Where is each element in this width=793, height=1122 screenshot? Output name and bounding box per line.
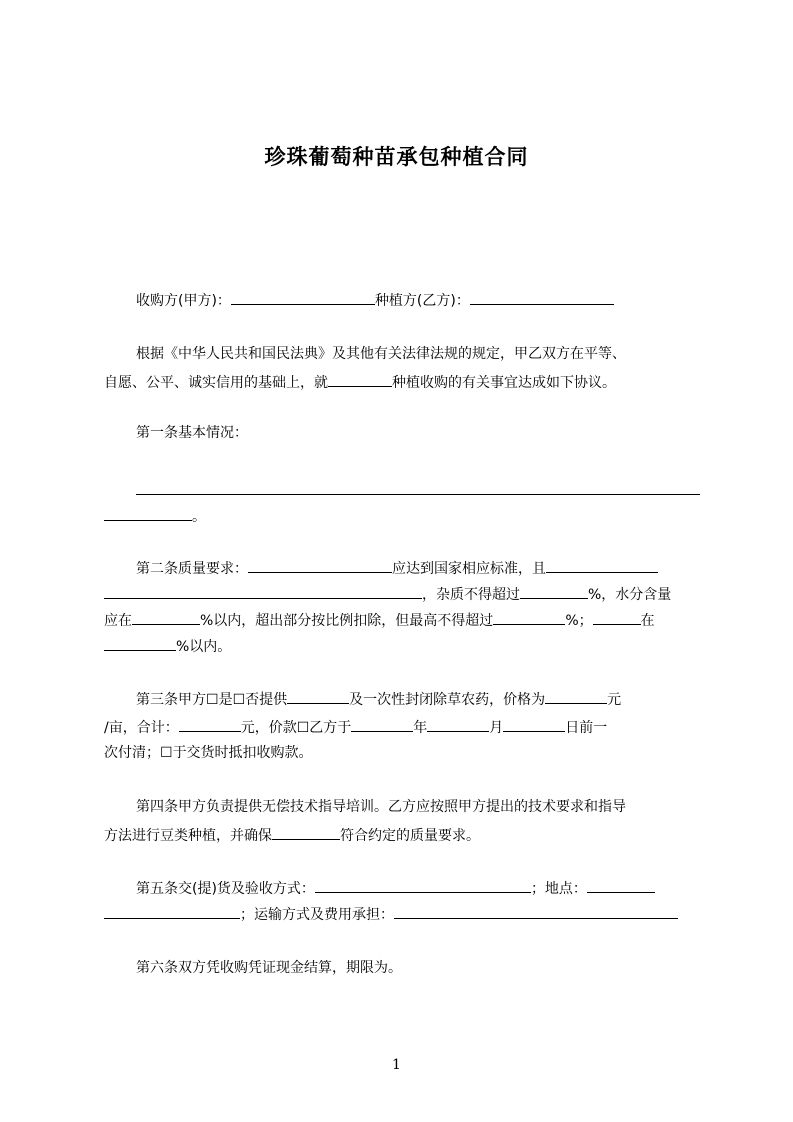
intro-line-2: [104, 372, 704, 393]
deduct-checkbox[interactable]: ☐: [160, 745, 173, 761]
article-4-line-1: [104, 797, 704, 817]
article-3-text-h: 乙方于: [309, 720, 352, 736]
article-2-text-c: ，杂质不得超过: [422, 587, 520, 603]
price-blank[interactable]: [545, 689, 607, 704]
article-3-title: 第三条甲方: [136, 692, 206, 708]
article-2-line-1: [104, 558, 704, 579]
buyer-label: 收购方(甲方)：: [136, 293, 231, 309]
parties-line: [104, 290, 704, 311]
article-3-text-k: 日前一: [565, 720, 608, 736]
article-4-line-2: [104, 825, 704, 846]
month-blank[interactable]: [427, 717, 489, 732]
article-3-text-b: 是: [218, 692, 233, 708]
document-title: 珍珠葡萄种苗承包种植合同: [264, 145, 529, 169]
moisture-blank[interactable]: [132, 610, 200, 625]
article-2-line-3: [104, 610, 704, 631]
article-2-text-g: %；: [565, 613, 593, 629]
article-5-line-2: [104, 904, 704, 925]
article-3-text-g: 元，价款: [240, 720, 297, 736]
article-1-title: 第一条基本情况：: [136, 425, 248, 441]
basic-info-blank-1[interactable]: [136, 480, 700, 495]
article-3-line-3: [104, 743, 704, 763]
article-2-title: 第二条质量要求：: [136, 561, 248, 577]
ensure-blank[interactable]: [272, 825, 340, 840]
intro-text-2a: 自愿、公平、诚实信用的基础上，就: [104, 375, 328, 391]
article-3-text-m: 于交货时抵扣收购款。: [172, 745, 313, 761]
quality-blank-3[interactable]: [104, 584, 422, 599]
article-3-text-f: /亩，合计：: [104, 720, 179, 736]
planter-blank[interactable]: [470, 290, 614, 305]
article-2-text-d: %，水分含量: [588, 587, 672, 603]
article-4-text-2a: 方法进行豆类种植，并确保: [104, 828, 272, 844]
article-3-text-i: 年: [413, 720, 428, 736]
article-1-blank-line-1: [104, 480, 704, 501]
article-2-text-h: 在: [640, 613, 655, 629]
article-5-text-b: ；地点：: [530, 881, 587, 897]
article-3-text-e: 元: [607, 692, 622, 708]
article-5-line-1: [104, 878, 704, 899]
article-4-text-1: 第四条甲方负责提供无偿技术指导培训。乙方应按照甲方提出的技术要求和指导: [136, 799, 626, 815]
article-6-line: [104, 958, 704, 978]
article-3-text-d: 及一次性封闭除草农药，价格为: [349, 692, 546, 708]
article-2-text-e: 应在: [104, 613, 132, 629]
crop-blank[interactable]: [328, 372, 392, 387]
article-3-text-c: 否提供: [245, 692, 288, 708]
location-blank[interactable]: [587, 878, 655, 893]
delivery-method-blank[interactable]: [315, 878, 531, 893]
article-3-text-j: 月: [489, 720, 504, 736]
quality-blank-1[interactable]: [248, 558, 392, 573]
transport-blank[interactable]: [394, 904, 678, 919]
article-1-heading: [104, 423, 704, 443]
max-blank[interactable]: [493, 610, 565, 625]
other-item-blank[interactable]: [593, 610, 641, 625]
intro-text-1: 根据《中华人民共和国民法典》及其他有关法律法规的规定，甲乙双方在平等、: [136, 346, 626, 362]
other-limit-blank[interactable]: [104, 636, 176, 651]
article-5-text-c: ；运输方式及费用承担：: [240, 907, 394, 923]
article-5-title: 第五条交(提)货及验收方式：: [136, 881, 315, 897]
article-2-line-4: [104, 636, 704, 657]
article-3-text-l: 次付清；: [104, 745, 160, 761]
article-1-blank-line-2: [104, 506, 704, 527]
supply-blank[interactable]: [287, 689, 349, 704]
quality-blank-2[interactable]: [546, 558, 658, 573]
no-checkbox[interactable]: ☐: [232, 692, 246, 708]
article-2-text-b: 应达到国家相应标准，且: [392, 561, 546, 577]
location-blank-2[interactable]: [104, 904, 240, 919]
year-blank[interactable]: [351, 717, 413, 732]
basic-info-blank-2[interactable]: [104, 506, 192, 521]
article-1-end: 。: [192, 509, 206, 525]
article-2-line-2: [104, 584, 704, 605]
intro-text-2b: 种植收购的有关事宜达成如下协议。: [392, 375, 616, 391]
day-blank[interactable]: [503, 717, 565, 732]
intro-line-1: [104, 344, 704, 364]
pay-checkbox[interactable]: ☐: [296, 720, 310, 736]
article-2-text-i: %以内。: [176, 639, 232, 655]
article-2-text-f: %以内，超出部分按比例扣除，但最高不得超过: [200, 613, 494, 629]
yes-checkbox[interactable]: ☐: [206, 692, 219, 708]
impurity-blank[interactable]: [520, 584, 588, 599]
article-3-line-1: [104, 689, 704, 710]
article-4-text-2b: 符合约定的质量要求。: [340, 828, 480, 844]
total-blank[interactable]: [179, 717, 241, 732]
planter-label: 种植方(乙方)：: [374, 293, 470, 309]
article-3-line-2: [104, 717, 704, 738]
page-number: 1: [392, 1057, 401, 1073]
article-6-text: 第六条双方凭收购凭证现金结算，期限为。: [136, 960, 402, 976]
buyer-blank[interactable]: [231, 290, 375, 305]
